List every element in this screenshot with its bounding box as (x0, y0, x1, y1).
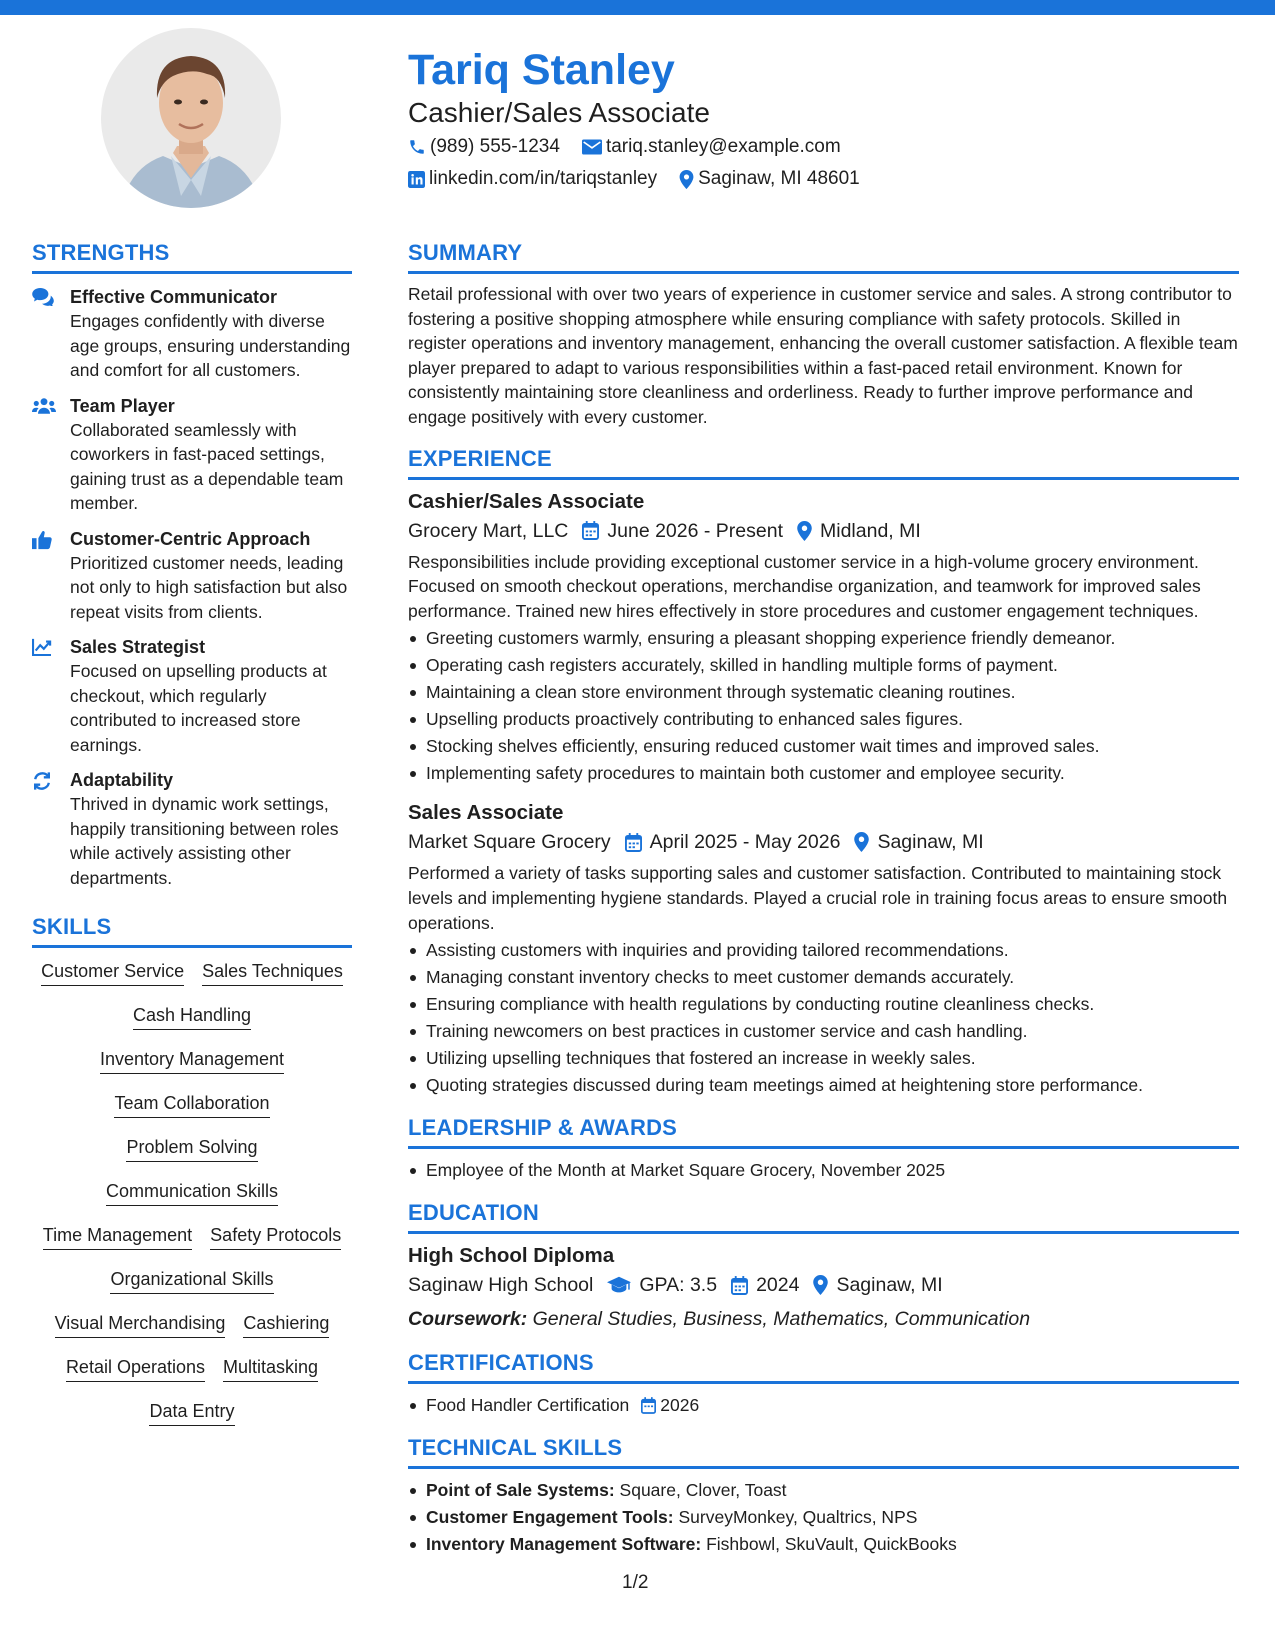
phone-icon (408, 138, 426, 156)
job-company: Grocery Mart, LLC (408, 519, 569, 542)
top-accent-bar (0, 0, 1275, 15)
strength-desc: Collaborated seamlessly with coworkers in fast-paced settings, gaining trust as a dependable team member. (70, 419, 344, 513)
section-divider (408, 1146, 1239, 1149)
right-column (408, 238, 1239, 1558)
candidate-title: Cashier/Sales Associate (408, 97, 710, 128)
list-item: Assisting customers with inquiries and providing tailored recommendations. (408, 937, 1239, 964)
strength-title: Customer-Centric Approach (70, 528, 311, 549)
skill-tag: Inventory Management (100, 1046, 284, 1074)
linkedin-icon (408, 171, 425, 188)
users-icon (32, 397, 56, 415)
skill-tag: Cashiering (243, 1310, 329, 1338)
education-heading: EDUCATION (408, 1200, 539, 1226)
skill-tag: Team Collaboration (114, 1090, 269, 1118)
graduation-year: 2024 (756, 1274, 800, 1297)
job-title: Sales Associate (408, 801, 564, 825)
tech-label: Inventory Management Software: (426, 1534, 702, 1555)
skills-heading: SKILLS (32, 914, 112, 939)
job-entry (408, 488, 1239, 788)
skill-tag: Customer Service (41, 958, 184, 986)
skill-tag: Cash Handling (133, 1002, 251, 1030)
thumbs-up-icon (32, 530, 52, 550)
technical-skills-list (408, 1477, 1239, 1558)
location-text: Saginaw, MI 48601 (698, 168, 860, 189)
strength-item (32, 285, 352, 383)
strength-item (32, 635, 352, 757)
section-divider (32, 945, 352, 948)
job-location: Saginaw, MI (877, 831, 984, 854)
strength-title: Effective Communicator (70, 287, 278, 307)
list-item (408, 1392, 1239, 1419)
experience-heading: EXPERIENCE (408, 445, 552, 471)
strength-desc: Prioritized customer needs, leading not only to high satisfaction but also repeat visits from clients. (70, 552, 348, 622)
coursework (408, 1304, 1239, 1334)
list-item: Implementing safety procedures to maintain both customer and employee security. (408, 760, 1239, 787)
section-divider (408, 477, 1239, 480)
job-bullets (408, 625, 1239, 787)
location-contact (679, 164, 860, 194)
gpa-text: GPA: 3.5 (639, 1274, 718, 1297)
resume-header (408, 44, 1238, 194)
job-location: Midland, MI (820, 519, 921, 542)
job-dates: April 2025 - May 2026 (649, 831, 841, 854)
list-item: Ensuring compliance with health regulations by conducting routine cleanliness checks. (408, 991, 1239, 1018)
degree-title: High School Diploma (408, 1244, 615, 1268)
tech-value: SurveyMonkey, Qualtrics, NPS (678, 1507, 918, 1528)
envelope-icon (582, 139, 602, 155)
tech-value: Fishbowl, SkuVault, QuickBooks (706, 1534, 957, 1555)
tech-label: Point of Sale Systems: (426, 1480, 615, 1501)
calendar-icon (625, 833, 642, 852)
tech-label: Customer Engagement Tools: (426, 1507, 674, 1528)
left-column (32, 238, 352, 1442)
certifications-list (408, 1392, 1239, 1419)
graduation-cap-icon (607, 1276, 631, 1294)
job-description: Performed a variety of tasks supporting sales and customer satisfaction. Contributed to maintaining stock levels and implementing hygiene standards. Played a crucial role in training focus areas to ensure smooth operations. (408, 863, 1228, 933)
certifications-heading: CERTIFICATIONS (408, 1350, 594, 1376)
chat-bubbles-icon (32, 288, 54, 306)
phone-text: (989) 555-1234 (430, 136, 560, 157)
email-text: tariq.stanley@example.com (605, 136, 841, 157)
email-contact[interactable] (582, 132, 841, 162)
strength-item (32, 394, 352, 516)
list-item: Maintaining a clean store environment through systematic cleaning routines. (408, 679, 1239, 706)
profile-photo (101, 28, 281, 208)
list-item: Training newcomers on best practices in customer service and cash handling. (408, 1018, 1239, 1045)
skill-tag: Retail Operations (66, 1354, 205, 1382)
skill-tag: Communication Skills (106, 1178, 278, 1206)
leadership-heading: LEADERSHIP & AWARDS (408, 1115, 678, 1141)
job-meta (408, 827, 1239, 857)
strength-desc: Engages confidently with diverse age groups, ensuring understanding and comfort for all customers. (70, 311, 351, 380)
summary-heading: SUMMARY (408, 240, 523, 265)
job-description: Responsibilities include providing exceptional customer service in a high-volume grocery environment. Focused on smooth checkout operations, merchandise organization, and teamwork for improved sales performance. Trained new hires effectively in store procedures and customer engagement techniques. (408, 551, 1201, 621)
list-item: Managing constant inventory checks to meet customer demands accurately. (408, 964, 1239, 991)
map-pin-icon (797, 521, 812, 541)
linkedin-text: linkedin.com/in/tariqstanley (429, 168, 658, 189)
calendar-icon (731, 1276, 748, 1295)
section-divider (408, 1381, 1239, 1384)
skill-tag: Data Entry (149, 1398, 234, 1426)
section-divider (408, 1231, 1239, 1234)
list-item: Upselling products proactively contributing to enhanced sales figures. (408, 706, 1239, 733)
skill-tag: Safety Protocols (210, 1222, 341, 1250)
strength-item (32, 768, 352, 890)
certification-name: Food Handler Certification (426, 1395, 630, 1416)
contact-row-2 (408, 164, 1238, 194)
contact-row-1 (408, 132, 1238, 162)
refresh-icon (32, 771, 52, 791)
candidate-name: Tariq Stanley (408, 46, 675, 94)
list-item: Quoting strategies discussed during team meetings aimed at heightening store performance. (408, 1072, 1239, 1099)
section-divider (408, 271, 1239, 274)
list-item: Greeting customers warmly, ensuring a pleasant shopping experience friendly demeanor. (408, 625, 1239, 652)
list-item: Stocking shelves efficiently, ensuring reduced customer wait times and improved sales. (408, 733, 1239, 760)
skill-tag: Time Management (43, 1222, 192, 1250)
skill-tag: Problem Solving (126, 1134, 257, 1162)
strength-title: Sales Strategist (70, 637, 206, 657)
list-item (408, 1477, 1239, 1504)
job-bullets (408, 937, 1239, 1099)
technical-skills-heading: TECHNICAL SKILLS (408, 1435, 623, 1461)
skill-tag: Visual Merchandising (55, 1310, 226, 1338)
strength-desc: Thrived in dynamic work settings, happily transitioning between roles while actively assisting other departments. (70, 794, 339, 888)
school-name: Saginaw High School (408, 1274, 594, 1297)
tech-value: Square, Clover, Toast (619, 1480, 787, 1501)
list-item (408, 1504, 1239, 1531)
skills-list (32, 958, 352, 1442)
map-pin-icon (813, 1275, 828, 1295)
school-location: Saginaw, MI (836, 1274, 943, 1297)
section-divider (32, 271, 352, 274)
job-meta (408, 516, 1239, 546)
summary-text: Retail professional with over two years of experience in customer service and sales. A strong contributor to fostering a positive shopping atmosphere while ensuring compliance with safety protocols. Skilled in register operations and inventory management, enhancing the overall customer satisfaction. A flexible team player prepared to adapt to various responsibilities within a fast-paced retail environment. Known for consistently maintaining store cleanliness and orderliness. Ready to further improve performance and engage positively with every customer. (408, 284, 1238, 427)
section-divider (408, 1466, 1239, 1469)
education-meta (408, 1270, 1239, 1300)
strength-desc: Focused on upselling products at checkout, which regularly contributed to increased store earnings. (70, 661, 327, 755)
calendar-icon (582, 521, 599, 540)
linkedin-contact[interactable] (408, 164, 657, 194)
strength-title: Adaptability (70, 770, 174, 790)
job-dates: June 2026 - Present (607, 519, 783, 542)
strengths-heading: STRENGTHS (32, 240, 170, 265)
page-number: 1/2 (622, 1572, 649, 1593)
job-company: Market Square Grocery (408, 831, 611, 854)
coursework-text: General Studies, Business, Mathematics, Communication (532, 1308, 1031, 1331)
map-pin-icon (679, 170, 694, 189)
list-item: Employee of the Month at Market Square Grocery, November 2025 (408, 1157, 1239, 1184)
strength-title: Team Player (70, 395, 175, 416)
skill-tag: Organizational Skills (110, 1266, 273, 1294)
calendar-icon (641, 1397, 656, 1414)
chart-line-icon (32, 638, 52, 656)
certification-year: 2026 (660, 1395, 700, 1416)
phone-contact (408, 132, 560, 162)
map-pin-icon (854, 832, 869, 852)
leadership-list (408, 1157, 1239, 1184)
list-item: Operating cash registers accurately, skilled in handling multiple forms of payment. (408, 652, 1239, 679)
list-item: Utilizing upselling techniques that fostered an increase in weekly sales. (408, 1045, 1239, 1072)
strength-item (32, 527, 352, 625)
coursework-label: Coursework: (408, 1308, 528, 1331)
skill-tag: Multitasking (223, 1354, 318, 1382)
job-entry (408, 799, 1239, 1099)
skill-tag: Sales Techniques (202, 958, 343, 986)
job-title: Cashier/Sales Associate (408, 489, 645, 513)
list-item (408, 1531, 1239, 1558)
